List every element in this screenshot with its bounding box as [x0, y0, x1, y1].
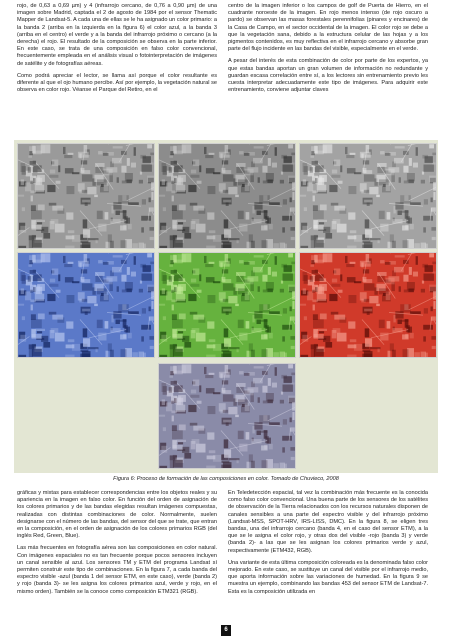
paragraph: En Teledetección espacial, tal vez la combinación más frecuente es la conocida como falso color convencional. Una buena parte de los sensores de los satélites de observación de la Tierra relacionados con los recursos naturales disponen de canales sensibles a una parte del espectro visible y del infrarrojo próximo (Landsat-MSS, SPOT-HRV, IRS-LISS, DMC). En la figura 8, se eligen tres bandas, una del infrarrojo cercano (banda 4, en el caso del sensor ETM), a la que se le asigna el color rojo, y otras dos del visible -rojo (banda 3) y verde (banda 2)- a las que se les asignan los colores primarios verde y azul, respectivamente (ETM432, RGB).	[228, 490, 428, 554]
band-4-grayscale-image	[299, 143, 437, 249]
paragraph: Una variante de esta última composición coloreada es la denominada falso color mejorado. En este caso, se sustituye un canal del visible por el infrarrojo medio, que aporta información sobre las variaciones de humedad. En la figura 9 se muestra un ejemplo, combinando las bandas 453 del sensor ETM de Landsat-7. Esta es la composición utilizada en	[228, 559, 428, 595]
band-2-grayscale-image	[17, 143, 155, 249]
false-color-composite-image	[158, 363, 296, 469]
band-2-blue-image	[17, 252, 155, 358]
bottom-right-column	[228, 490, 428, 601]
paragraph: gráficas y mixtas para establecer correspondencias entre los objetos reales y su apariencia en la imagen en falso color. En función del orden de asignación de los colores primarios y de las bandas elegidas resultan imágenes compuestas, realizadas con distintas combinaciones de color. Normalmente, suelen designarse con el número de las bandas, del sensor del que se trate, que entran en la composición, en el orden de asignación de los colores primarios RGB (del inglés Red, Green, Blue).	[17, 490, 217, 540]
paragraph: A pesar del interés de esta combinación de color por parte de los expertos, ya que estas bandas aportan un gran volumen de información no redundante y guardan escasa correlación entre sí, a los lectores sin entrenamiento previo les cuesta interpretar adecuadamente este tipo de imágenes. Para adquirir este entrenamiento, conviene adjuntar claves	[228, 58, 428, 94]
figure-caption: Figura 6: Proceso de formación de las composiciones en color. Tomado de Chuvieco, 2008	[113, 476, 339, 482]
bottom-left-column	[17, 490, 217, 601]
paragraph: Como podrá apreciar el lector, se llama así porque el color resultante es diferente al que el ojo humano percibe. Así por ejemplo, la vegetación natural se observa en color rojo. Véanse el Parque del Retiro, en el	[17, 72, 217, 94]
band-3-grayscale-image	[158, 143, 296, 249]
paragraph: rojo, de 0,63 a 0,69 µm) y 4 (infrarrojo cercano, de 0,76 a 0,90 µm) de una imagen sobre Madrid, captada el 2 de agosto de 1984 por el sensor Thematic Mapper de Landsat-5. A cada una de ellas se le ha asignado un color primario: a la banda 2 (arriba en la izquierda en la figura 6) el color azul, a la banda 3 (arriba en el centro) el verde y a la banda del infrarrojo próximo o cercano (a la derecha) el rojo. El resultado de la composición se observa en la parte inferior. En este caso, se trata de una composición en falso color convencional, frecuentemente empleada en el análisis visual o fotointerpretación de imágenes de satélite y de fotografías aéreas.	[17, 3, 217, 67]
top-left-column	[17, 3, 217, 99]
band-4-red-image	[299, 252, 437, 358]
paragraph: centro de la imagen inferior o los campos de golf de Puerta de Hierro, en el cuadrante noroeste de la imagen. En rojo menos intenso (de rojo oscuro a pardo) se observan las masas forestales perennifolias (pinares y encinares) de la Casa de Campo, en el sector occidental de la imagen. El color rojo se debe a que la vegetación sana, debido a la estructura celular de las hojas y a los pigmentos contenidos, es muy reflectiva en el infrarrojo cercano y absorbe gran parte del flujo incidente en las bandas del visible, especialmente en el verde.	[228, 3, 428, 53]
top-right-column	[228, 3, 428, 99]
paragraph: Las más frecuentes en fotografía aérea son las composiciones en color natural. Con imágenes espaciales no es tan frecuente porque pocos sensores incluyen un canal sensible al azul. Los sensores TM y ETM del programa Landsat sí permiten construir este tipo de combinaciones. En la figura 7, a cada banda del espectro visible -azul (banda 1 del sensor ETM, en este caso), verde (banda 2) y rojo (banda 3)- se les asigna los colores primarios azul, verde y rojo, en el mismo orden). También se la conoce como composición ETM321 (RGB).	[17, 545, 217, 595]
band-3-green-image	[158, 252, 296, 358]
page-number: 6	[221, 625, 231, 636]
figure-6-panel	[14, 140, 438, 473]
